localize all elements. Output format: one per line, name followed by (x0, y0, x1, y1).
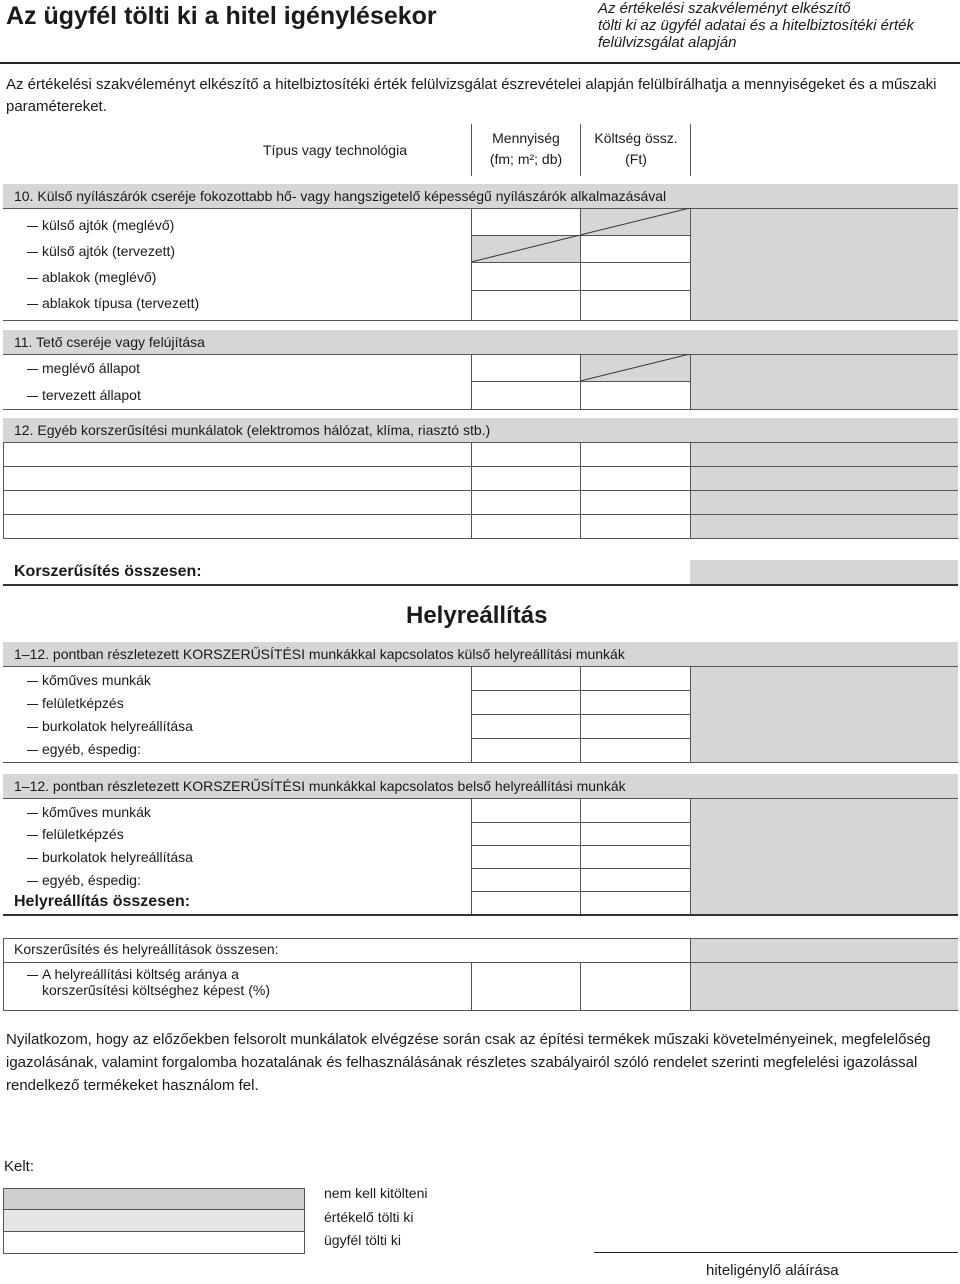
date-label: Kelt: (4, 1158, 35, 1175)
column-cost: Költség össz. (Ft) (594, 130, 678, 167)
list-item: egyéb, éspedig: (42, 741, 141, 757)
list-item: külső ajtók (meglévő) (42, 217, 175, 233)
section-10-title: 10. Külső nyílászárók cseréje fokozottabb hő- vagy hangszigetelő képességű nyílászárók alkalmazásával (14, 188, 667, 204)
restoration-heading: Helyreállítás (406, 602, 548, 629)
list-item: tervezett állapot (42, 387, 141, 403)
signature-line (594, 1252, 958, 1253)
column-quantity: Mennyiség (fm; m²; db) (489, 130, 563, 167)
legend-swatch-client (3, 1232, 305, 1254)
internal-restoration-title: 1–12. pontban részletezett KORSZERŰSÍTÉSI munkákkal kapcsolatos belső helyreállítási munkák (14, 778, 626, 794)
list-item: külső ajtók (tervezett) (42, 243, 176, 259)
diagonal-mark (471, 235, 580, 262)
header-rule (0, 62, 960, 64)
list-item: ablakok típusa (tervezett) (42, 295, 200, 311)
list-item: egyéb, éspedig: (42, 872, 141, 888)
ratio-label: A helyreállítási költség aránya a korszerűsítési költséghez képest (%) (42, 966, 270, 998)
list-item: ablakok (meglévő) (42, 269, 157, 285)
column-type: Típus vagy technológia (263, 142, 407, 158)
section-11-title: 11. Tető cseréje vagy felújítása (14, 334, 205, 350)
section-12-title: 12. Egyéb korszerűsítési munkálatok (elektromos hálózat, klíma, riasztó stb.) (14, 422, 491, 438)
legend-item: ügyfél tölti ki (324, 1232, 402, 1248)
legend-swatch-appraiser (3, 1210, 305, 1232)
page-title: Az ügyfél tölti ki a hitel igénylésekor (6, 2, 437, 30)
diagonal-mark (580, 208, 690, 235)
signature-label: hiteligénylő aláírása (706, 1262, 839, 1279)
grand-total-label: Korszerűsítés és helyreállítások összesen: (14, 941, 279, 957)
list-item: meglévő állapot (42, 360, 141, 376)
legend-item: értékelő tölti ki (324, 1209, 414, 1225)
list-item: felületképzés (42, 695, 124, 711)
list-item: burkolatok helyreállítása (42, 849, 193, 865)
declaration-text: Nyilatkozom, hogy az előzőekben felsorolt munkálatok elvégzése során csak az építési termékek műszaki követelményeinek, megfelelőség igazolásának, valamint forgalomba hozatalának és felhasználásának részletes szabályairól szóló rendelet szerinti megfelelési igazolással rendelkező termékeket használom fel. (6, 1031, 931, 1094)
modernization-total-label: Korszerűsítés összesen: (14, 563, 202, 580)
list-item: kőműves munkák (42, 672, 151, 688)
legend-swatch-not-required (3, 1188, 305, 1210)
header-note: Az értékelési szakvéleményt elkészítő tölti ki az ügyfél adatai és a hitelbiztosítéki érték felülvizsgálat alapján (598, 0, 914, 51)
restoration-total-label: Helyreállítás összesen: (14, 893, 191, 910)
list-item: burkolatok helyreállítása (42, 718, 193, 734)
intro-text: Az értékelési szakvéleményt elkészítő a hitelbiztosítéki érték felülvizsgálat észrevételei alapján felülbírálhatja a mennyiségeket és a műszaki paramétereket. (6, 76, 937, 115)
list-item: felületképzés (42, 826, 124, 842)
legend-item: nem kell kitölteni (324, 1185, 428, 1201)
diagonal-mark (580, 354, 690, 381)
external-restoration-title: 1–12. pontban részletezett KORSZERŰSÍTÉSI munkákkal kapcsolatos külső helyreállítási munkák (14, 646, 625, 662)
list-item: kőműves munkák (42, 804, 151, 820)
